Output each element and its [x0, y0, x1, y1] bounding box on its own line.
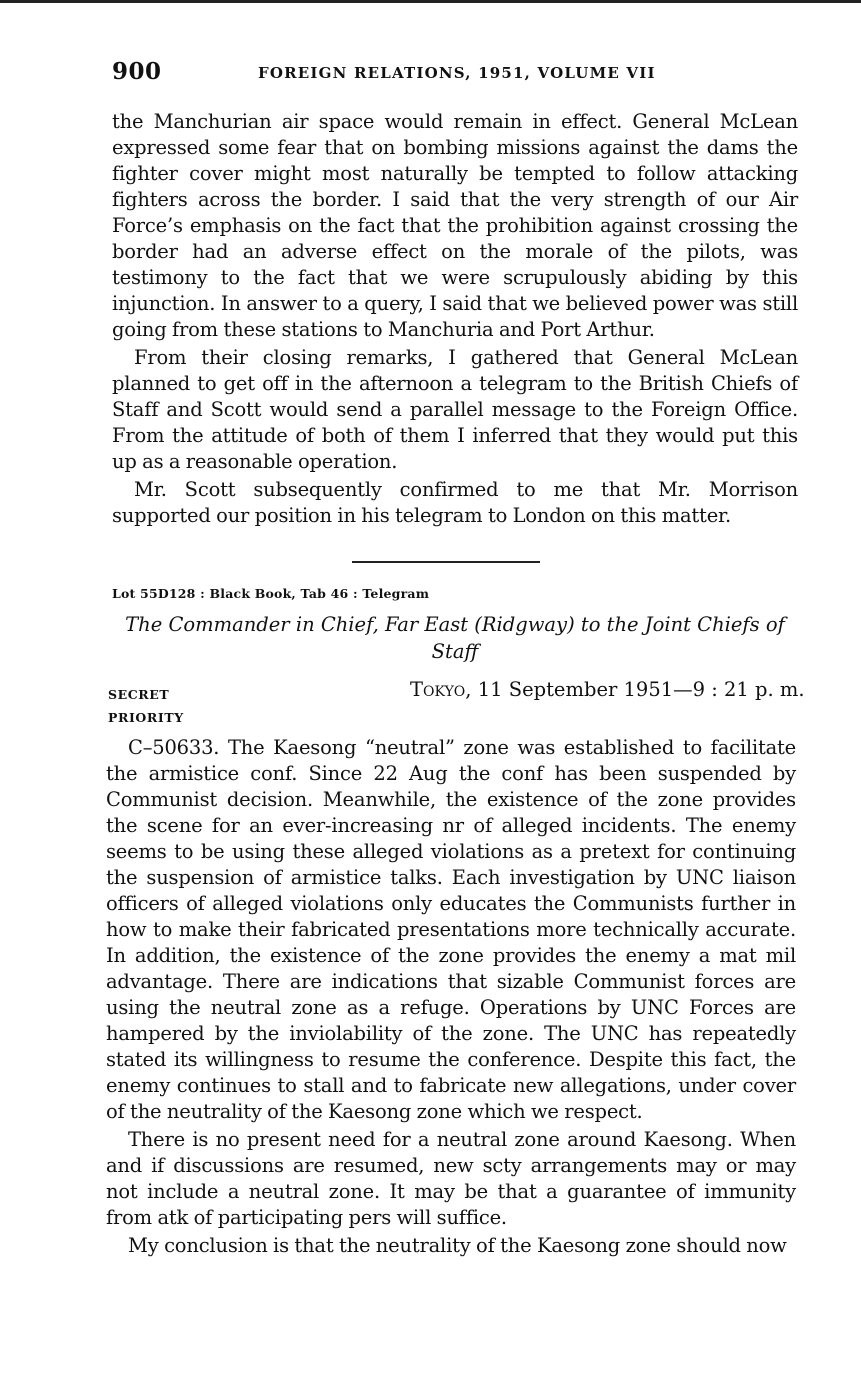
volume-title: FOREIGN RELATIONS, 1951, VOLUME VII [258, 64, 656, 82]
classification-block [108, 683, 184, 729]
paragraph-telegram-3: My conclusion is that the neutrality of the Kaesong zone should now [128, 1234, 787, 1257]
telegram-body [106, 735, 796, 1259]
dateline-datetime: 11 September 1951—9 : 21 p. m. [477, 678, 805, 701]
section-divider [352, 561, 540, 563]
paragraph-telegram-1: C–50633. The Kaesong “neutral” zone was established to facilitate the armistice conf. Since 22 Aug the conf has been suspended by Communist decision. Meanwhile, the existence of the zone provides the scene for an ever-increasing nr of alleged incidents. The enemy seems to be using these alleged violations as a pretext for continuing the suspension of armistice talks. Each investigation by UNC liaison officers of alleged violations only educates the Communists further in how to make their fabricated presentations more technically accurate. In addition, the existence of the zone provides the enemy a mat mil advantage. There are indications that sizable Communist forces are using the neutral zone as a refuge. Operations by UNC Forces are hampered by the inviolability of the zone. The UNC has repeatedly stated its willingness to resume the conference. Despite this fact, the enemy continues to stall and to fabricate new allegations, under cover of the neutrality of the Kaesong zone which we respect. [106, 736, 796, 1123]
paragraph-continued: the Manchurian air space would remain in effect. General McLean expressed some fear that on bombing missions against the dams the fighter cover might most naturally be tempted to follow attacking fighters across the border. I said that the very strength of our Air Force’s emphasis on the fact that the prohibition against crossing the border had an adverse effect on the morale of the pilots, was testimony to the fact that we were scrupulously abiding by this injunction. In answer to a query, I said that we believed power was still going from these stations to Manchuria and Port Arthur. [112, 110, 798, 341]
dateline [410, 678, 805, 701]
page-number: 900 [112, 58, 162, 85]
precedence-label: PRIORITY [108, 710, 184, 725]
document-title: The Commander in Chief, Far East (Ridgway) to the Joint Chiefs of Staff [125, 613, 785, 663]
continued-text [112, 109, 798, 529]
paragraph-telegram-2: There is no present need for a neutral zone around Kaesong. When and if discussions are resumed, new scty arrangements may or may not include a neutral zone. It may be that a guarantee of immunity from atk of participating pers will suffice. [106, 1128, 796, 1229]
classification-label: SECRET [108, 687, 170, 702]
paragraph-scott-confirmation: Mr. Scott subsequently confirmed to me that Mr. Morrison supported our position in his telegram to London on this matter. [112, 478, 798, 527]
paragraph-closing-remarks: From their closing remarks, I gathered that General McLean planned to get off in the afternoon a telegram to the British Chiefs of Staff and Scott would send a parallel message to the Foreign Office. From the attitude of both of them I inferred that they would put this up as a reasonable operation. [112, 346, 798, 473]
running-head [112, 58, 802, 88]
dateline-place: Tokyo, [410, 678, 472, 701]
source-note: Lot 55D128 : Black Book, Tab 46 : Telegram [112, 586, 430, 601]
